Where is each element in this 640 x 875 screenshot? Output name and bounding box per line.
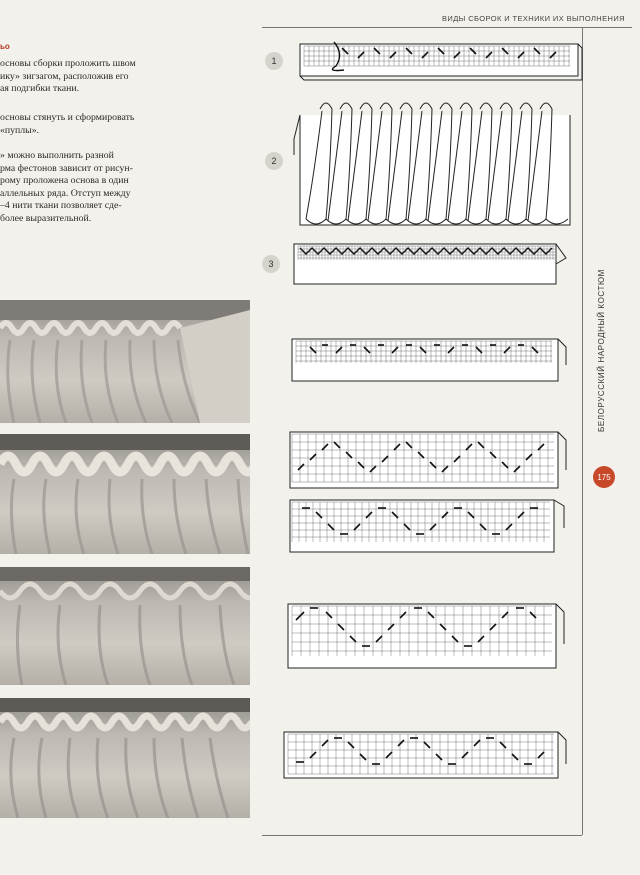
paragraph-line: ая подгибки ткани. [0, 83, 80, 94]
paragraph-line: основы стянуть и сформировать [0, 112, 135, 123]
smocking-photo-3 [0, 567, 250, 685]
side-book-title: БЕЛОРУССКИЙ НАРОДНЫЙ КОСТЮМ [597, 269, 606, 432]
paragraph-line: «пуплы». [0, 124, 40, 136]
running-head: ВИДЫ СБОРОК И ТЕХНИКИ ИХ ВЫПОЛНЕНИЯ [442, 14, 625, 23]
diagram-pattern-4 [286, 600, 570, 672]
diagram-pattern-3 [288, 498, 570, 556]
smocking-photo-4 [0, 698, 250, 818]
paragraph-line: основы сборки проложить швом [0, 58, 136, 69]
paragraph-2 [0, 112, 160, 137]
paragraph-line: ику» зигзагом, расположив его [0, 70, 129, 82]
smocking-photo-1 [0, 300, 250, 423]
step-1-badge: 1 [265, 52, 283, 70]
paragraph-3 [0, 150, 160, 225]
step-3-badge: 3 [262, 255, 280, 273]
paragraph-line: рма фестонов зависит от рисун- [0, 162, 133, 174]
frame-bottom-rule [262, 835, 582, 836]
paragraph-line: более выразительной. [0, 212, 92, 224]
diagram-pattern-1 [290, 335, 570, 385]
paragraph-line: » можно выполнить разной [0, 150, 114, 161]
paragraph-line: рому проложена основа в один [0, 175, 129, 186]
diagram-step-3 [290, 240, 570, 290]
diagram-step-2 [292, 95, 574, 235]
diagram-pattern-5 [282, 728, 572, 783]
paragraph-line: аллельных ряда. Отступ между [0, 187, 131, 199]
section-label: ьо [0, 42, 10, 51]
diagram-pattern-2 [288, 430, 570, 492]
header-rule [262, 27, 632, 28]
step-2-badge: 2 [265, 152, 283, 170]
diagram-step-1 [296, 40, 586, 85]
frame-right-rule [582, 27, 583, 835]
paragraph-1 [0, 58, 160, 96]
page-number-badge: 175 [593, 466, 615, 488]
paragraph-line: –4 нити ткани позволяет сде- [0, 200, 122, 211]
smocking-photo-2 [0, 434, 250, 554]
